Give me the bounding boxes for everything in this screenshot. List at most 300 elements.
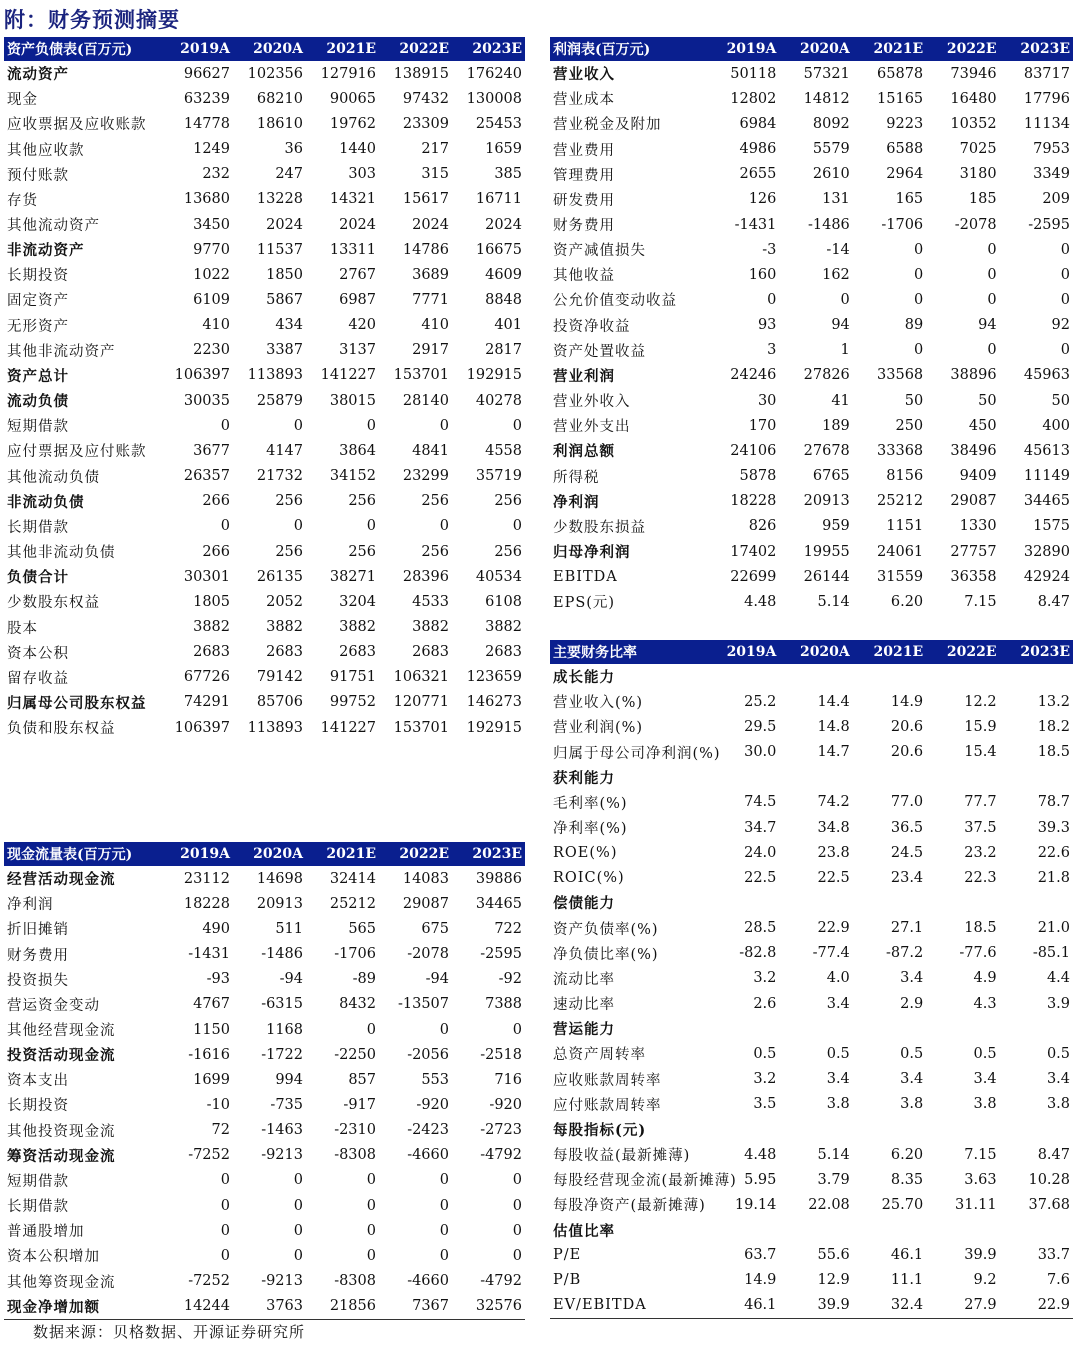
row-label: 归属于母公司净利润(%) <box>553 745 721 762</box>
value-cell: 4.4 <box>1046 970 1070 987</box>
value-cell: 106321 <box>393 669 449 686</box>
table-row <box>550 1117 1073 1142</box>
value-cell: 6987 <box>339 291 376 308</box>
value-cell: 2052 <box>266 593 303 610</box>
value-cell: 14083 <box>402 870 449 887</box>
value-cell: 2610 <box>812 166 850 183</box>
row-label: 预付账款 <box>7 167 69 184</box>
value-cell: 3689 <box>412 266 449 283</box>
value-cell: 0 <box>512 1222 522 1239</box>
value-cell: 3864 <box>339 442 376 459</box>
value-cell <box>926 1217 999 1242</box>
value-cell: 38015 <box>329 392 376 409</box>
value-cell: 91751 <box>329 669 376 686</box>
value-cell: 31559 <box>877 568 924 585</box>
value-cell: 37.68 <box>1028 1196 1070 1213</box>
table-header-row <box>4 842 525 866</box>
row-label: 长期投资 <box>7 268 69 285</box>
row-label: 其他流动资产 <box>7 218 100 235</box>
value-cell: -77.6 <box>959 945 997 962</box>
value-cell: 3180 <box>959 166 997 183</box>
value-cell: 12.2 <box>964 693 997 710</box>
value-cell: -4660 <box>407 1273 449 1290</box>
value-cell: -1616 <box>188 1046 230 1063</box>
value-cell: 39.3 <box>1037 819 1070 836</box>
table-row <box>4 1118 525 1143</box>
value-cell: -735 <box>270 1096 303 1113</box>
row-label: 所得税 <box>553 469 600 486</box>
value-cell: -2518 <box>480 1046 522 1063</box>
value-cell: 0 <box>512 1021 522 1038</box>
value-cell: 31.11 <box>955 1196 997 1213</box>
value-cell: 3.63 <box>964 1171 997 1188</box>
value-cell <box>706 1117 779 1142</box>
table-row <box>4 388 525 413</box>
value-cell: 1 <box>840 342 850 359</box>
row-label: 现金 <box>7 92 38 109</box>
row-label: 净利润 <box>7 897 54 914</box>
table-row <box>4 564 525 589</box>
value-cell: 30.0 <box>744 744 777 761</box>
value-cell: -1463 <box>261 1122 303 1139</box>
value-cell: 5.95 <box>744 1171 777 1188</box>
value-cell: 2024 <box>412 216 449 233</box>
table-row <box>4 866 525 891</box>
value-cell: 29087 <box>950 493 997 510</box>
year-header: 2022E <box>379 842 452 866</box>
table-row <box>550 916 1073 941</box>
value-cell: 16480 <box>950 90 997 107</box>
value-cell: 400 <box>1042 417 1070 434</box>
row-label: P/B <box>553 1272 582 1289</box>
value-cell: 25879 <box>256 392 303 409</box>
value-cell <box>779 1217 852 1242</box>
value-cell <box>1000 1117 1073 1142</box>
value-cell: 2024 <box>485 216 522 233</box>
row-label: 净利润 <box>553 493 600 511</box>
table-row <box>4 1067 525 1092</box>
value-cell: -2078 <box>407 946 449 963</box>
year-header: 2020A <box>779 37 852 61</box>
value-cell: 1575 <box>1033 518 1070 535</box>
value-cell: -4792 <box>480 1273 522 1290</box>
value-cell: 1150 <box>193 1021 230 1038</box>
value-cell: 3882 <box>193 619 230 636</box>
table-row <box>550 287 1073 312</box>
value-cell: 6765 <box>812 468 850 485</box>
value-cell: 50 <box>904 392 924 409</box>
value-cell: -8308 <box>334 1273 376 1290</box>
row-label: 非流动资产 <box>7 242 85 260</box>
value-cell <box>853 1016 926 1041</box>
value-cell: 2024 <box>266 216 303 233</box>
table-row <box>4 1269 525 1294</box>
value-cell: 11.1 <box>890 1272 924 1289</box>
value-cell: 23.8 <box>817 844 850 861</box>
value-cell: 256 <box>275 493 303 510</box>
value-cell: 27.1 <box>890 920 924 937</box>
value-cell <box>853 664 926 689</box>
value-cell: -1706 <box>334 946 376 963</box>
value-cell: 7388 <box>485 996 522 1013</box>
year-header: 2023E <box>1000 37 1073 61</box>
value-cell: 1330 <box>959 518 997 535</box>
table-row <box>4 187 525 212</box>
value-cell: 74.5 <box>744 794 777 811</box>
value-cell: 553 <box>421 1071 449 1088</box>
row-label: 净负债比率(%) <box>553 946 659 963</box>
row-label: 负债合计 <box>7 569 69 587</box>
value-cell: 138915 <box>393 65 449 82</box>
value-cell: 5867 <box>266 291 303 308</box>
value-cell: 18.5 <box>964 920 997 937</box>
row-label: 短期借款 <box>7 1173 69 1190</box>
value-cell <box>779 1016 852 1041</box>
value-cell: 9409 <box>959 468 997 485</box>
row-label: 投资活动现金流 <box>7 1047 116 1065</box>
value-cell: 35719 <box>475 468 522 485</box>
table-row <box>4 1017 525 1042</box>
value-cell: 50 <box>978 392 997 409</box>
value-cell: 50 <box>1051 392 1070 409</box>
value-cell: 32.4 <box>853 1293 926 1319</box>
income-statement-table <box>550 37 1073 614</box>
value-cell: 0 <box>767 291 777 308</box>
value-cell: 450 <box>968 417 997 434</box>
value-cell: 55.6 <box>817 1247 850 1264</box>
value-cell: -7252 <box>188 1147 230 1164</box>
row-label: 净利率(%) <box>553 821 628 838</box>
value-cell: 94 <box>978 317 997 334</box>
value-cell: 45613 <box>1023 442 1070 459</box>
value-cell: 256 <box>348 493 376 510</box>
table-row <box>550 212 1073 237</box>
value-cell: 19.14 <box>734 1196 777 1213</box>
value-cell: 4.48 <box>744 1146 777 1163</box>
value-cell: 14786 <box>402 241 449 258</box>
value-cell: 38496 <box>950 442 997 459</box>
table-row <box>550 815 1073 840</box>
value-cell: 23.4 <box>890 869 924 886</box>
value-cell: 21732 <box>256 468 303 485</box>
value-cell: 113893 <box>247 367 303 384</box>
row-label: 短期借款 <box>7 419 69 436</box>
value-cell: 192915 <box>466 719 522 736</box>
value-cell <box>1000 765 1073 790</box>
value-cell: 23299 <box>402 468 449 485</box>
value-cell: 0 <box>1060 291 1070 308</box>
value-cell: 410 <box>202 317 230 334</box>
row-label: 研发费用 <box>553 192 615 209</box>
value-cell: 232 <box>202 166 230 183</box>
row-label: 营业费用 <box>553 142 615 159</box>
table-header-row <box>550 640 1073 664</box>
value-cell: -2250 <box>334 1046 376 1063</box>
row-label: 股本 <box>7 620 38 637</box>
value-cell: 32414 <box>329 870 376 887</box>
value-cell: 0 <box>220 1222 230 1239</box>
value-cell: 8.35 <box>890 1171 924 1188</box>
row-label: 资产减值损失 <box>553 243 646 260</box>
value-cell: 14.9 <box>744 1272 777 1289</box>
value-cell: -89 <box>352 971 376 988</box>
table-row <box>550 539 1073 564</box>
table-row <box>550 61 1073 86</box>
value-cell: 1022 <box>193 266 230 283</box>
value-cell: 27757 <box>950 543 997 560</box>
value-cell: 13680 <box>183 191 230 208</box>
value-cell: 250 <box>895 417 924 434</box>
value-cell: 141227 <box>320 367 376 384</box>
value-cell: 1151 <box>886 518 924 535</box>
value-cell: 0 <box>366 1247 376 1264</box>
value-cell <box>926 1016 999 1041</box>
value-cell: 120771 <box>393 694 449 711</box>
value-cell: 1440 <box>339 141 376 158</box>
value-cell: 14244 <box>160 1294 233 1320</box>
value-cell: 37.5 <box>964 819 997 836</box>
row-label: 流动比率 <box>553 971 615 988</box>
row-label: 其他非流动负债 <box>7 545 116 562</box>
table-row <box>4 967 525 992</box>
value-cell: 0 <box>366 1222 376 1239</box>
value-cell: 994 <box>275 1071 303 1088</box>
value-cell: 565 <box>348 920 376 937</box>
row-label: 资产负债率(%) <box>553 921 659 938</box>
value-cell: 39.9 <box>779 1293 852 1319</box>
row-label: P/E <box>553 1247 582 1264</box>
value-cell: 79142 <box>256 669 303 686</box>
table-row <box>4 640 525 665</box>
value-cell: 0 <box>512 1197 522 1214</box>
value-cell: 30035 <box>183 392 230 409</box>
value-cell: -4792 <box>480 1147 522 1164</box>
value-cell: 19762 <box>329 115 376 132</box>
value-cell: 30 <box>757 392 777 409</box>
value-cell: 266 <box>202 493 230 510</box>
value-cell: 5.14 <box>817 1146 850 1163</box>
value-cell: 3677 <box>193 442 230 459</box>
row-label: 长期借款 <box>7 1199 69 1216</box>
value-cell: 18.5 <box>1037 744 1070 761</box>
table-title: 现金流量表(百万元) <box>4 842 160 866</box>
value-cell: -917 <box>343 1096 376 1113</box>
value-cell: 256 <box>494 543 522 560</box>
table-row <box>4 61 525 86</box>
value-cell: 256 <box>421 493 449 510</box>
value-cell: 4533 <box>412 593 449 610</box>
value-cell: 39.9 <box>964 1247 997 1264</box>
row-label: 其他应收款 <box>7 142 85 159</box>
table-row <box>4 111 525 136</box>
value-cell: 102356 <box>247 65 303 82</box>
table-row <box>550 1167 1073 1192</box>
value-cell: 29.5 <box>744 718 777 735</box>
table-row <box>550 765 1073 790</box>
row-label: 每股经营现金流(最新摊薄) <box>553 1173 737 1190</box>
value-cell: -8308 <box>334 1147 376 1164</box>
value-cell: 4147 <box>266 442 303 459</box>
value-cell: 123659 <box>466 669 522 686</box>
value-cell: 4609 <box>485 266 522 283</box>
value-cell: 8848 <box>485 291 522 308</box>
value-cell: -92 <box>498 971 522 988</box>
value-cell: 0 <box>913 291 924 308</box>
value-cell: 99752 <box>329 694 376 711</box>
value-cell: 14.8 <box>817 718 850 735</box>
row-label: 营业外支出 <box>553 419 631 436</box>
row-label: 存货 <box>7 192 38 209</box>
value-cell: 11537 <box>256 241 303 258</box>
value-cell: 18228 <box>183 895 230 912</box>
table-row <box>4 212 525 237</box>
value-cell <box>1000 890 1073 915</box>
value-cell: 722 <box>494 920 522 937</box>
table-title: 资产负债表(百万元) <box>4 37 160 61</box>
value-cell: 4767 <box>193 996 230 1013</box>
value-cell: 24.0 <box>744 844 777 861</box>
value-cell: 217 <box>421 141 449 158</box>
value-cell: 256 <box>494 493 522 510</box>
value-cell: 0 <box>1060 266 1070 283</box>
table-row <box>550 338 1073 363</box>
value-cell: 14698 <box>256 870 303 887</box>
value-cell: 22.9 <box>1000 1293 1073 1319</box>
table-row <box>4 941 525 966</box>
year-header: 2021E <box>853 640 926 664</box>
value-cell: 18.2 <box>1037 718 1070 735</box>
value-cell: 25453 <box>475 115 522 132</box>
ratios-table <box>550 640 1073 1319</box>
value-cell: -3 <box>762 241 777 258</box>
value-cell <box>706 664 779 689</box>
value-cell: 0 <box>512 1172 522 1189</box>
value-cell: 162 <box>822 266 850 283</box>
value-cell: 0 <box>220 518 230 535</box>
row-label: 公允价值变动收益 <box>553 293 677 310</box>
value-cell: 106397 <box>174 367 230 384</box>
value-cell: 7367 <box>379 1294 452 1320</box>
year-header: 2022E <box>379 37 452 61</box>
table-row <box>4 287 525 312</box>
year-header: 2022E <box>926 640 999 664</box>
row-label: 投资净收益 <box>553 318 631 335</box>
value-cell: 22.08 <box>808 1196 850 1213</box>
value-cell: 74.2 <box>817 794 850 811</box>
value-cell: 32890 <box>1023 543 1070 560</box>
year-header: 2021E <box>853 37 926 61</box>
table-row <box>550 966 1073 991</box>
value-cell: 959 <box>822 518 850 535</box>
row-label: 普通股增加 <box>7 1224 85 1241</box>
value-cell: 6984 <box>739 115 777 132</box>
year-header: 2021E <box>306 37 379 61</box>
value-cell: 0 <box>293 1172 303 1189</box>
row-label: 筹资活动现金流 <box>7 1147 116 1165</box>
value-cell: 28.5 <box>744 920 777 937</box>
value-cell: 146273 <box>466 694 522 711</box>
value-cell: 0 <box>293 1222 303 1239</box>
table-row <box>4 489 525 514</box>
source-note: 数据来源：贝格数据、开源证券研究所 <box>33 1323 306 1341</box>
value-cell: 1659 <box>485 141 522 158</box>
value-cell: 22.5 <box>744 869 777 886</box>
value-cell: 21.8 <box>1037 869 1070 886</box>
value-cell: 36.5 <box>890 819 924 836</box>
value-cell: 36 <box>284 141 303 158</box>
value-cell: 42924 <box>1023 568 1070 585</box>
row-label: 营业收入 <box>553 66 615 84</box>
value-cell: 89 <box>904 317 924 334</box>
row-label: 财务费用 <box>553 218 615 235</box>
value-cell: 0 <box>439 1222 449 1239</box>
value-cell: 153701 <box>393 719 449 736</box>
row-label: 每股收益(最新摊薄) <box>553 1148 691 1165</box>
value-cell: 3.5 <box>753 1096 777 1113</box>
value-cell: 3882 <box>339 619 376 636</box>
value-cell: 24061 <box>877 543 924 560</box>
row-label: 无形资产 <box>7 318 69 335</box>
value-cell: 3.8 <box>900 1096 924 1113</box>
value-cell: -920 <box>489 1096 522 1113</box>
value-cell: 1249 <box>193 141 230 158</box>
value-cell: 4.48 <box>744 593 777 610</box>
value-cell: 26357 <box>183 468 230 485</box>
value-cell: -1486 <box>807 216 850 233</box>
value-cell: 97432 <box>402 90 449 107</box>
value-cell: 0 <box>293 417 303 434</box>
table-row <box>550 865 1073 890</box>
value-cell: 93 <box>757 317 777 334</box>
table-row <box>4 614 525 639</box>
table-row <box>550 86 1073 111</box>
table-title: 主要财务比率 <box>550 640 706 664</box>
value-cell: 0 <box>1060 342 1070 359</box>
value-cell: 385 <box>494 166 522 183</box>
value-cell: -77.4 <box>812 945 850 962</box>
value-cell: 77.7 <box>964 794 997 811</box>
row-label: 资产处置收益 <box>553 343 646 360</box>
value-cell: 4.9 <box>973 970 997 987</box>
year-header: 2019A <box>160 842 233 866</box>
value-cell: 22.5 <box>817 869 850 886</box>
value-cell: -2423 <box>407 1122 449 1139</box>
table-row <box>550 1142 1073 1167</box>
value-cell <box>779 664 852 689</box>
table-row <box>4 665 525 690</box>
row-label: 应收票据及应收账款 <box>7 117 147 134</box>
value-cell: 3387 <box>266 342 303 359</box>
value-cell: -2595 <box>480 946 522 963</box>
value-cell: 5.14 <box>817 593 850 610</box>
value-cell: 1805 <box>193 593 230 610</box>
value-cell: 22.3 <box>964 869 997 886</box>
table-row <box>550 413 1073 438</box>
table-row <box>550 262 1073 287</box>
table-row <box>550 1041 1073 1066</box>
table-row <box>550 739 1073 764</box>
value-cell: 3882 <box>412 619 449 636</box>
year-header: 2020A <box>779 640 852 664</box>
value-cell: 0 <box>220 1247 230 1264</box>
value-cell: 113893 <box>247 719 303 736</box>
row-label: 利润总额 <box>553 443 615 461</box>
value-cell: 40534 <box>475 568 522 585</box>
value-cell: 2683 <box>339 644 376 661</box>
table-row <box>4 1193 525 1218</box>
row-label: 留存收益 <box>7 670 69 687</box>
value-cell: 4.0 <box>826 970 850 987</box>
